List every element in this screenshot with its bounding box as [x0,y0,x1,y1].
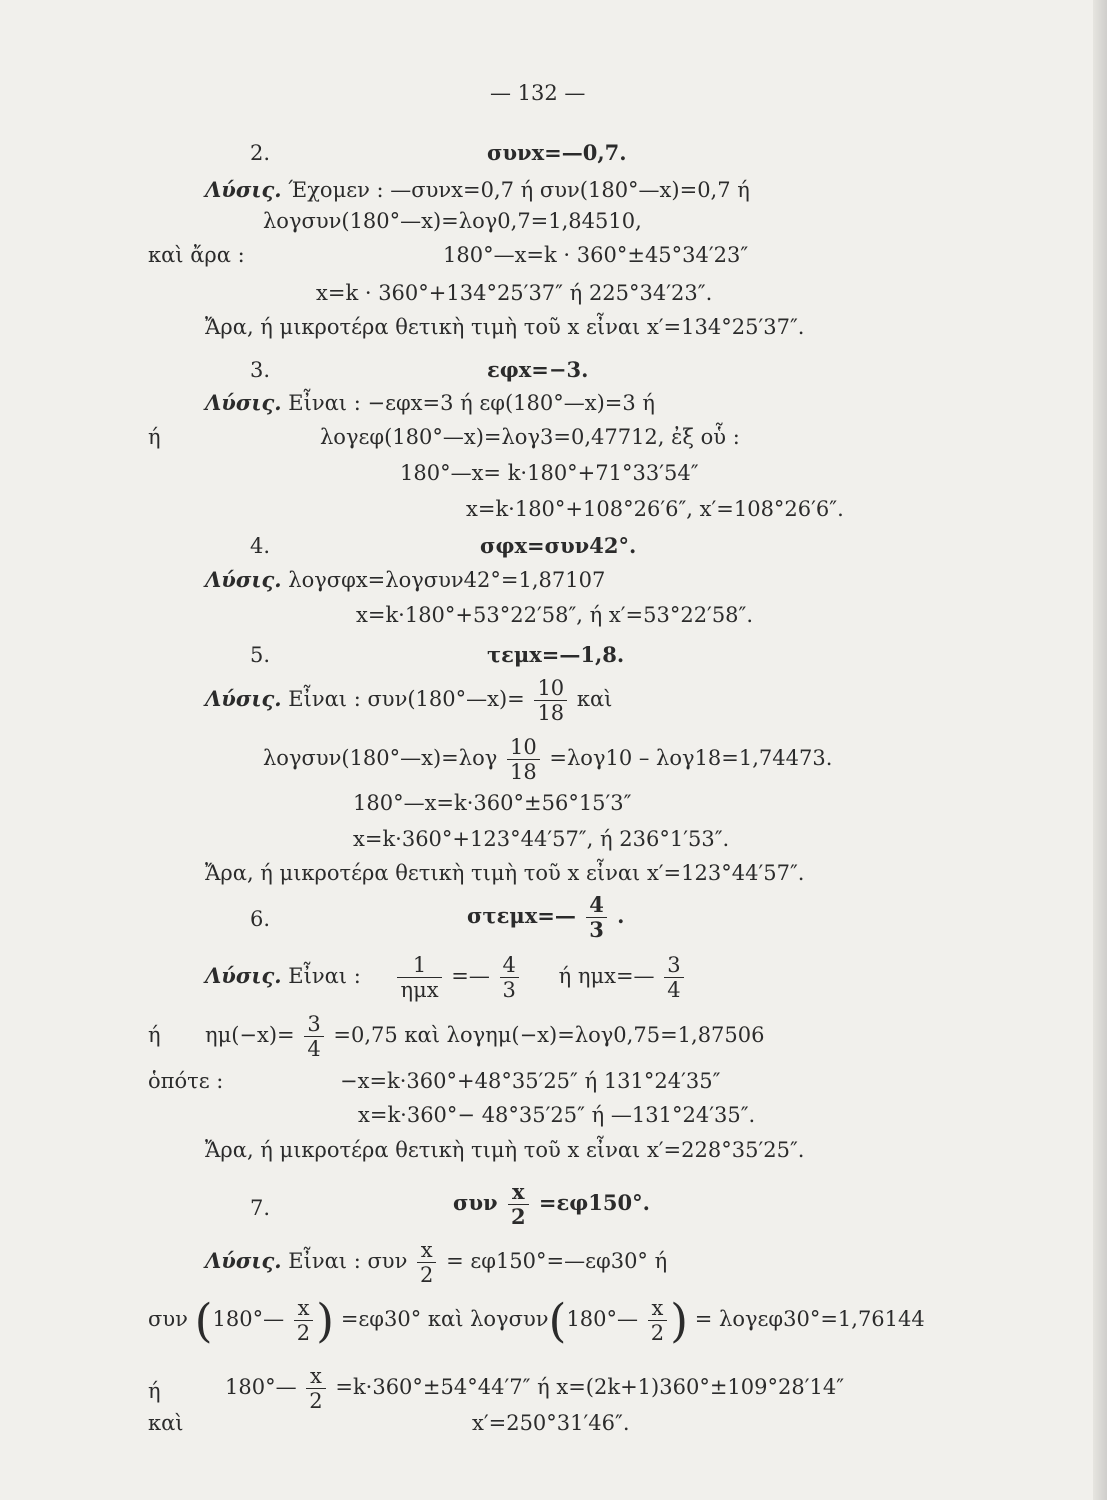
ex5-title: τεμx=—1,8. [487,642,625,667]
ex7-line4-label: καὶ [148,1411,184,1435]
fraction: $\frac{4}{3}$ [586,893,607,942]
ex6-conclusion: Ἄρα, ή μικροτέρα θετικὴ τιμὴ τοῦ x εἶναι x′=228°35′25″. [205,1138,805,1162]
ex2-number: 2. [250,141,271,165]
fraction: $\frac{1}{\text{ημx}}$ [397,953,441,1002]
ex5-line2: λογσυν(180°—x)=λογ $\frac{10}{18}$ =λογ10 – λογ18=1,74473. [263,735,833,784]
left-paren: ( [548,1293,567,1348]
ex7-title: συν $\frac{x}{2}$ =εφ150°. [453,1179,650,1229]
ex6-line3: −x=k·360°+48°35′25″ ή 131°24′35″ [340,1069,721,1093]
ex7-solution-line1: Λύσις. Εἶναι : συν $\frac{x}{2}$ = εφ150°=—εφ30° ή [205,1238,668,1287]
ex6-line3-label: ὁπότε : [148,1069,224,1093]
ex7-line3-label: ή [148,1379,161,1403]
ex6-solution-line1: Λύσις. Εἶναι : $\frac{1}{\text{ημx}}$ =— $\frac{4}{3}$ ή ημx=— $\frac{3}{4}$ [205,953,687,1002]
ex7-line3: 180°— $\frac{x}{2}$ =k·360°±54°44′7″ ή x=(2k+1)360°±109°28′14″ [225,1364,845,1413]
ex6-line2: ημ(−x)= $\frac{3}{4}$ =0,75 καὶ λογημ(−x)=λογ0,75=1,87506 [205,1012,765,1061]
ex4-title: σφx=συν42°. [480,533,637,558]
ex3-line4: x=k·180°+108°26′6″, x′=108°26′6″. [466,497,844,521]
ex2-conclusion: Ἄρα, ή μικροτέρα θετικὴ τιμὴ τοῦ x εἶναι x′=134°25′37″. [205,315,805,339]
ex6-number: 6. [250,907,271,931]
fraction: $\frac{4}{3}$ [500,953,519,1002]
fraction: $\frac{x}{2}$ [417,1238,436,1287]
right-paren: ) [316,1293,335,1348]
ex2-line3-label: καὶ ἄρα : [148,243,245,267]
ex5-line4: x=k·360°+123°44′57″, ή 236°1′53″. [353,827,730,851]
page-edge [1093,0,1107,1500]
ex3-line3: 180°—x= k·180°+71°33′54″ [400,461,699,485]
ex3-number: 3. [250,358,271,382]
ex7-line2: συν (180°— $\frac{x}{2}$ ) =εφ30° καὶ λογσυν(180°— $\frac{x}{2}$ ) = λογεφ30°=1,76144 [148,1293,925,1348]
ex5-conclusion: Ἄρα, ή μικροτέρα θετικὴ τιμὴ τοῦ x εἶναι x′=123°44′57″. [205,861,805,885]
ex2-line3: 180°—x=k · 360°±45°34′23″ [443,243,749,267]
ex6-line2-label: ή [148,1023,161,1047]
ex7-line4: x′=250°31′46″. [472,1411,630,1435]
ex2-solution-line1: Λύσις. Έχομεν : —συνx=0,7 ή συν(180°—x)=0,7 ή [205,177,750,202]
ex2-title: συνx=—0,7. [487,140,627,165]
fraction: $\frac{3}{4}$ [304,1012,323,1061]
ex5-line3: 180°—x=k·360°±56°15′3″ [353,791,632,815]
right-paren: ) [670,1293,689,1348]
ex4-number: 4. [250,534,271,558]
ex3-line2-label: ή [148,425,161,449]
ex6-line4: x=k·360°− 48°35′25″ ή —131°24′35″. [358,1103,756,1127]
ex3-title: εφx=−3. [487,357,589,382]
ex2-line4: x=k · 360°+134°25′37″ ή 225°34′23″. [316,281,713,305]
ex2-solution-label: Λύσις. [205,177,282,202]
ex3-line2: λογεφ(180°—x)=λογ3=0,47712, ἐξ οὗ : [320,425,740,449]
ex2-line2: λογσυν(180°—x)=λογ0,7=1,84510, [263,209,642,233]
ex5-solution-line1: Λύσις. Εἶναι : συν(180°—x)= $\frac{10}{18}$ καὶ [205,676,613,725]
page-number: — 132 — [490,81,586,105]
left-paren: ( [194,1293,213,1348]
ex7-number: 7. [250,1196,271,1220]
ex5-number: 5. [250,643,271,667]
ex6-title: στεμx=— $\frac{4}{3}$ . [467,892,625,942]
fraction: $\frac{x}{2}$ [508,1180,529,1229]
fraction: $\frac{10}{18}$ [534,676,567,725]
fraction: $\frac{3}{4}$ [664,953,683,1002]
fraction: $\frac{x}{2}$ [306,1364,325,1413]
fraction: $\frac{10}{18}$ [507,735,540,784]
fraction: $\frac{x}{2}$ [294,1296,313,1345]
ex4-line2: x=k·180°+53°22′58″, ή x′=53°22′58″. [356,603,754,627]
ex4-solution-line1: Λύσις. λογσφx=λογσυν42°=1,87107 [205,567,606,592]
fraction: $\frac{x}{2}$ [648,1296,667,1345]
ex3-solution-line1: Λύσις. Εἶναι : −εφx=3 ή εφ(180°—x)=3 ή [205,390,655,415]
